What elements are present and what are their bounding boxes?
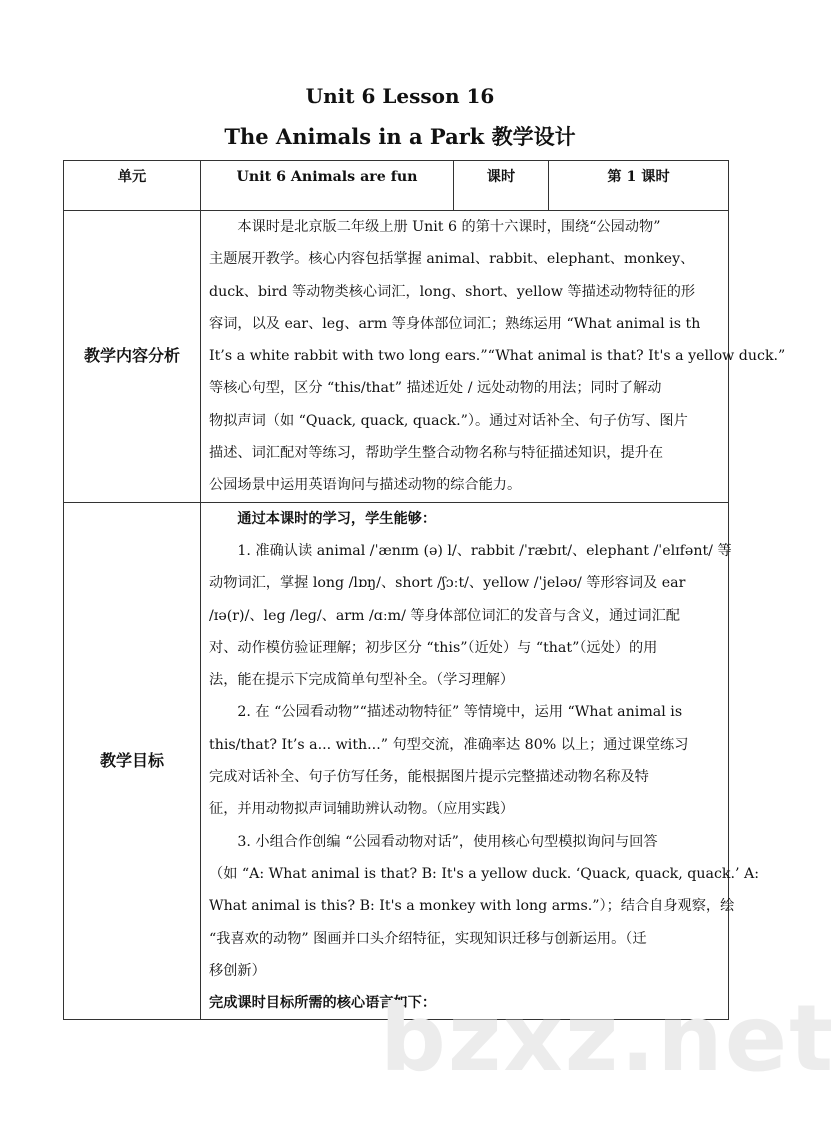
objective-line: 动物词汇，掌握 long /lɒŋ/、short /ʃɔːt/、yellow /ˈjeləʊ/ 等形容词及 ear — [209, 575, 686, 592]
analysis-line: 描述、词汇配对等练习，帮助学生整合动物名称与特征描述知识，提升在 — [209, 445, 664, 462]
objective-line: 对、动作模仿验证理解；初步区分 “this”（近处）与 “that”（远处）的用 — [209, 639, 658, 656]
analysis-line: 等核心句型，区分 “this/that” 描述近处 / 远处动物的用法；同时了解动 — [209, 380, 662, 397]
analysis-line: 容词，以及 ear、leg、arm 等身体部位词汇；熟练运用 “What animal is th — [209, 315, 701, 332]
analysis-line: 公园场景中运用英语询问与描述动物的综合能力。 — [209, 477, 522, 494]
core-language-line: 完成课时目标所需的核心语言如下： — [209, 995, 437, 1012]
table-header-row — [64, 161, 729, 211]
analysis-content — [201, 211, 786, 503]
analysis-line: It’s a white rabbit with two long ears.”“What animal is that? It's a yellow duck.” — [209, 348, 786, 365]
objective-line: “我喜欢的动物” 图画并口头介绍特征，实现知识迁移与创新运用。（迁 — [209, 930, 647, 947]
analysis-line: duck、bird 等动物类核心词汇，long、short、yellow 等描述动物特征的形 — [209, 283, 696, 300]
objective-line: 1. 准确认读 animal /ˈænɪm (ə) l/、rabbit /ˈræbɪt/、elephant /ˈelɪfənt/ 等 — [237, 542, 732, 559]
objective-line: 法，能在提示下完成简单句型补全。（学习理解） — [209, 672, 515, 689]
objectives-content — [201, 502, 760, 1020]
objective-line: 征，并用动物拟声词辅助辨认动物。（应用实践） — [209, 801, 515, 818]
objectives-label: 教学目标 — [64, 502, 201, 1020]
objective-line: What animal is this? B: It's a monkey with long arms.”）；结合自身观察，绘 — [209, 898, 735, 915]
unit-label: 单元 — [64, 161, 201, 211]
analysis-line: 本课时是北京版二年级上册 Unit 6 的第十六课时，围绕“公园动物” — [237, 219, 661, 235]
analysis-label: 教学内容分析 — [64, 211, 201, 503]
objective-line: 3. 小组合作创编 “公园看动物对话”，使用核心句型模拟询问与回答 — [237, 833, 658, 850]
objectives-intro: 通过本课时的学习，学生能够： — [237, 510, 437, 527]
analysis-row — [64, 211, 729, 503]
analysis-line: 物拟声词（如 “Quack, quack, quack.”）。通过对话补全、句子仿写、图片 — [209, 412, 688, 429]
watermark: bzxz.net — [380, 985, 835, 1092]
document-title: Unit 6 Lesson 16 — [305, 84, 495, 108]
period-label: 课时 — [454, 161, 549, 211]
objective-line: （如 “A: What animal is that? B: It's a yellow duck. ‘Quack, quack, quack.’ A: — [209, 865, 760, 882]
objective-line: 移创新） — [209, 962, 266, 979]
objectives-row — [64, 502, 729, 1020]
document-subtitle: The Animals in a Park 教学设计 — [224, 124, 576, 149]
objective-line: this/that? It’s a... with...” 句型交流，准确率达 80% 以上；通过课堂练习 — [209, 736, 689, 753]
lesson-table — [63, 160, 786, 1020]
period-value: 第 1 课时 — [549, 161, 729, 211]
objective-line: /ɪə(r)/、leg /leɡ/、arm /ɑːm/ 等身体部位词汇的发音与含义，通过词汇配 — [209, 607, 680, 624]
analysis-line: 主题展开教学。核心内容包括掌握 animal、rabbit、elephant、monkey、 — [209, 251, 695, 268]
objective-line: 完成对话补全、句子仿写任务，能根据图片提示完整描述动物名称及特 — [209, 769, 649, 786]
objective-line: 2. 在 “公园看动物”“描述动物特征” 等情境中，运用 “What animal is — [237, 704, 683, 721]
unit-value: Unit 6 Animals are fun — [201, 161, 454, 211]
